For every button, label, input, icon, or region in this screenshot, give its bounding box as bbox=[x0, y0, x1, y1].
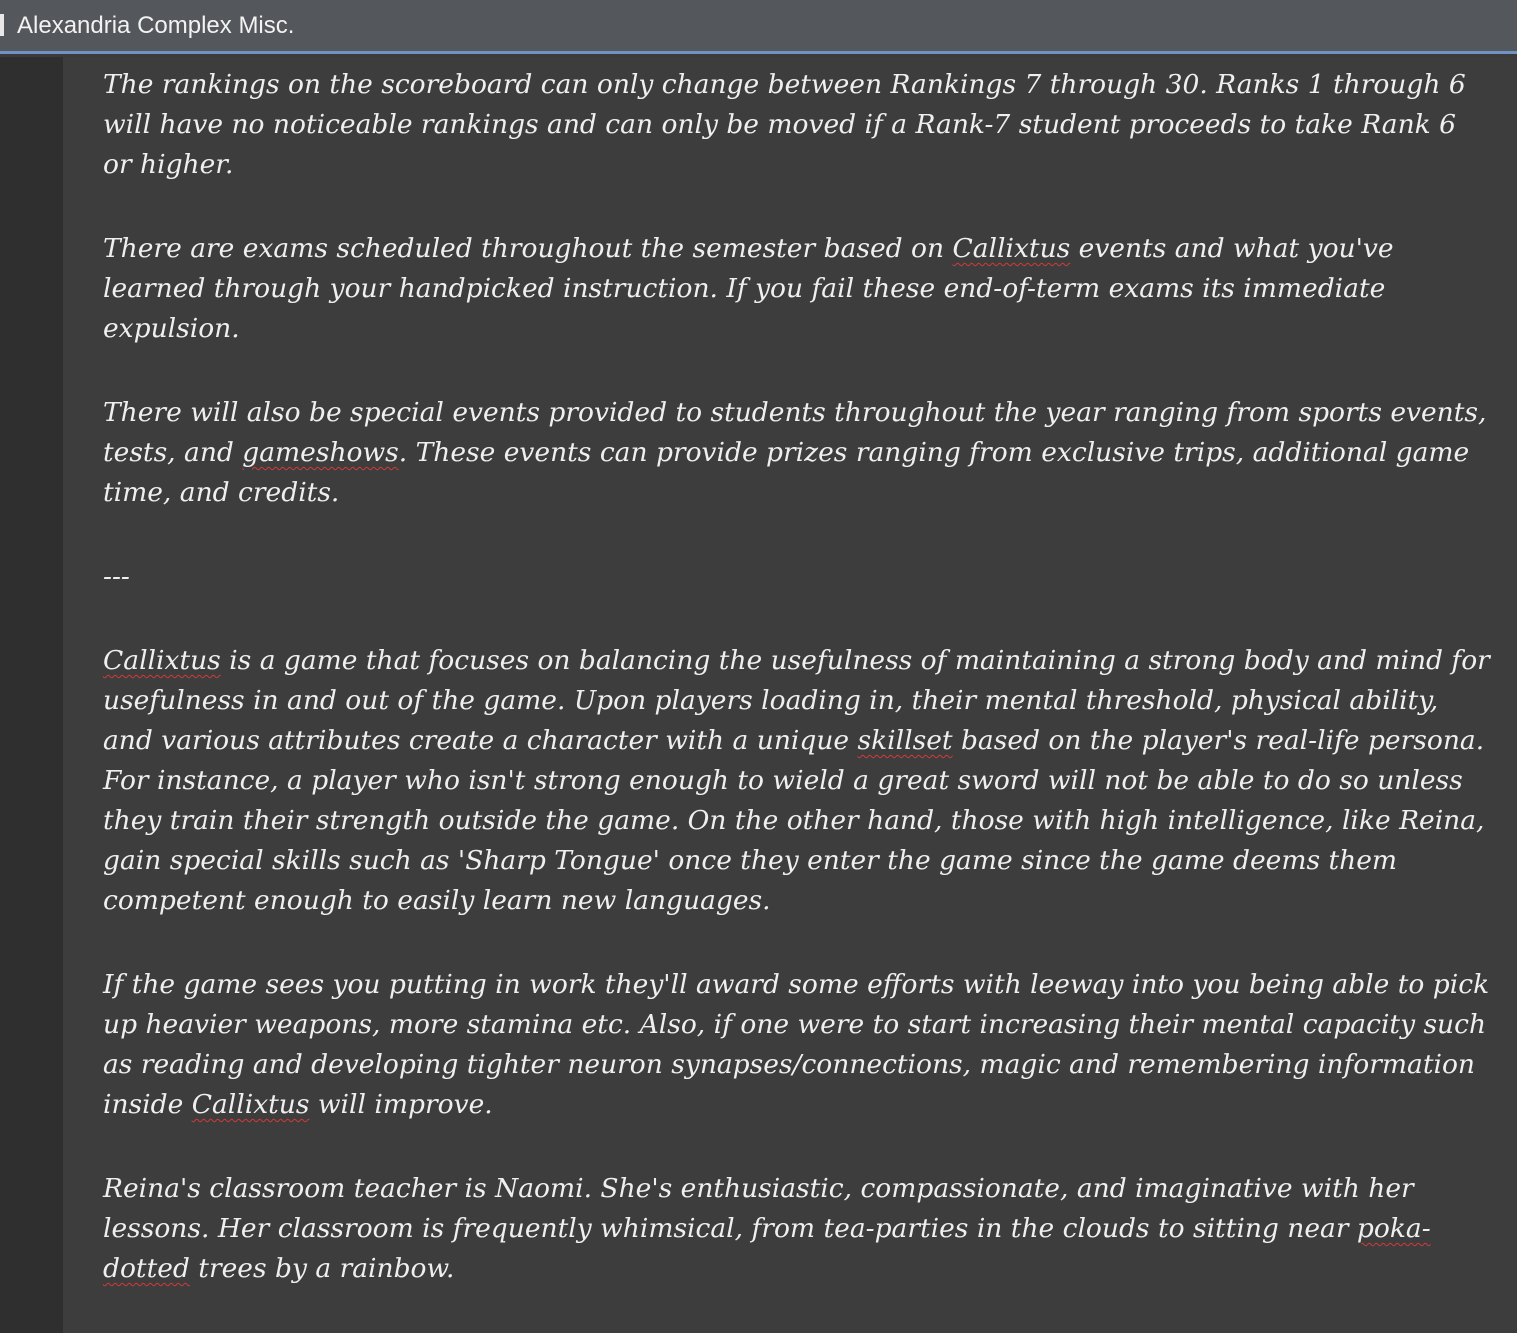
text-run: events and what you've learned through your handpicked instruction. If you fail these end-of-term exams its immediate expulsion. bbox=[103, 233, 1394, 344]
paragraph-events[interactable] bbox=[103, 393, 1493, 513]
misspelled-word[interactable]: Callixtus bbox=[103, 645, 221, 676]
section-separator[interactable]: --- bbox=[103, 561, 130, 592]
text-run: There will also be special events provided to students throughout the year ranging from sports events, tests, and bbox=[103, 397, 1487, 468]
text-run: Reina's classroom teacher is Naomi. She's enthusiastic, compassionate, and imaginative with her lessons. Her classroom is frequently whimsical, from tea-parties in the clouds to sitting near bbox=[103, 1173, 1414, 1244]
text-run: trees by a rainbow. bbox=[189, 1253, 455, 1284]
editor-gutter bbox=[0, 57, 63, 1333]
paragraph-training[interactable] bbox=[103, 965, 1493, 1125]
paragraph-teacher[interactable] bbox=[103, 1169, 1493, 1289]
text-run: will improve. bbox=[309, 1089, 493, 1120]
tab-indicator bbox=[0, 14, 4, 36]
misspelled-word[interactable]: poka-dotted bbox=[103, 1213, 1431, 1284]
text-run: based on the player's real-life persona. For instance, a player who isn't strong enough to wield a great sword will not be able to do so unless they train their strength outside the game. On the other hand, those with high intelligence, like Reina, gain special skills such as 'Sharp Tongue' once they enter the game since the game deems them competent enough to easily learn new languages. bbox=[103, 725, 1485, 916]
paragraph-callixtus-game[interactable] bbox=[103, 641, 1493, 921]
title-bar bbox=[0, 0, 1517, 54]
text-editor[interactable] bbox=[63, 57, 1517, 1333]
document-body[interactable] bbox=[103, 65, 1493, 1333]
window-title: Alexandria Complex Misc. bbox=[17, 12, 295, 39]
misspelled-word[interactable]: gameshows bbox=[242, 437, 399, 468]
text-run: is a game that focuses on balancing the usefulness of maintaining a strong body and mind for usefulness in and out of the game. Upon players loading in, their mental threshold, physical ability, and various attributes create a character with a unique bbox=[103, 645, 1490, 756]
misspelled-word[interactable]: Callixtus bbox=[191, 1089, 310, 1120]
text-run: There are exams scheduled throughout the semester based on bbox=[103, 233, 953, 264]
paragraph-exams[interactable] bbox=[103, 229, 1493, 349]
misspelled-word[interactable]: Callixtus bbox=[952, 233, 1071, 264]
text-run: If the game sees you putting in work they'll award some efforts with leeway into you being able to pick up heavier weapons, more stamina etc. Also, if one were to start increasing their mental capacity such as reading and developing tighter neuron synapses/connections, magic and remembering information inside bbox=[103, 969, 1490, 1120]
paragraph-rankings[interactable]: The rankings on the scoreboard can only change between Rankings 7 through 30. Ranks 1 through 6 will have no noticeable rankings and can only be moved if a Rank-7 student proceeds to take Rank 6 or higher. bbox=[103, 69, 1466, 180]
misspelled-word[interactable]: skillset bbox=[857, 725, 953, 756]
text-run: . These events can provide prizes ranging from exclusive trips, additional game time, and credits. bbox=[103, 437, 1470, 508]
